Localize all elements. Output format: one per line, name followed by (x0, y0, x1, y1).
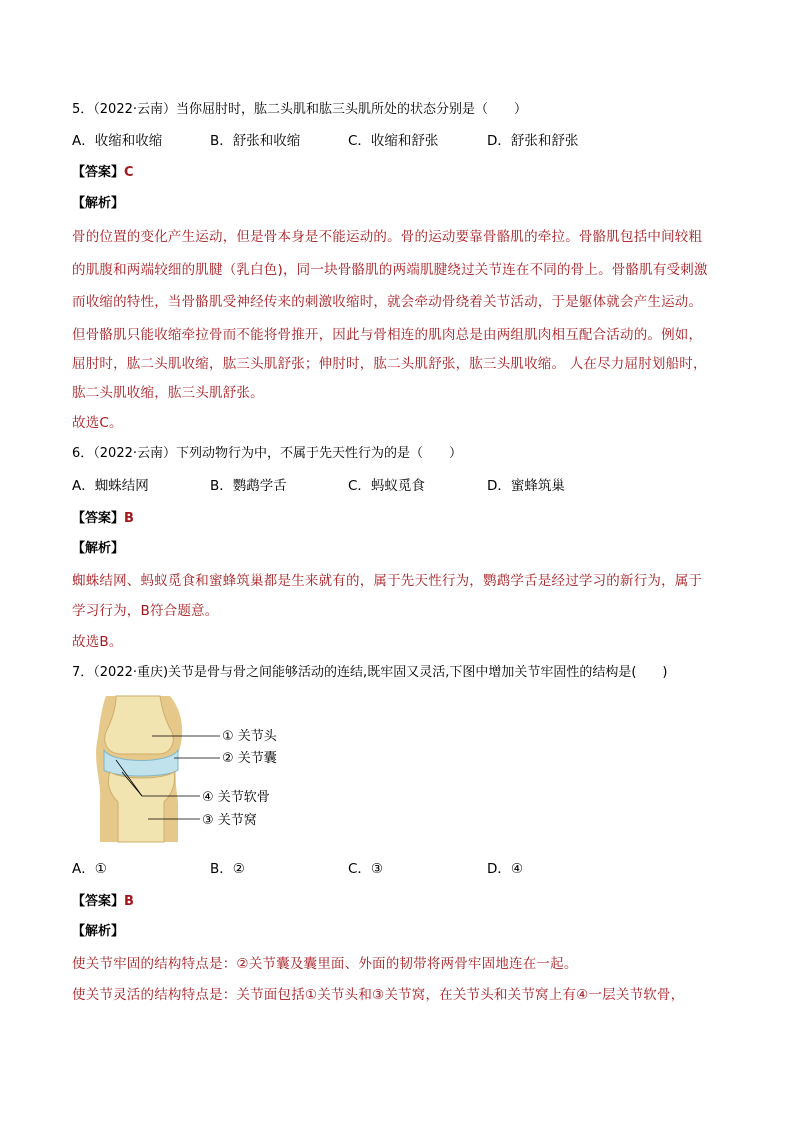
q5-option-a: A．收缩和收缩 (72, 133, 163, 149)
q5-analysis-tag: 【解析】 (72, 196, 125, 211)
answer-value: B (124, 894, 134, 909)
label-joint-socket: ③ 关节窝 (202, 813, 257, 828)
q5-analysis-line: 骨的位置的变化产生运动，但是骨本身是不能运动的。骨的运动要靠骨骼肌的牵拉。骨骼肌包括中间较粗 (72, 229, 703, 245)
q7-answer (72, 892, 134, 911)
q5-analysis-line: 但骨骼肌只能收缩牵拉骨而不能将骨推开，因此与骨相连的肌肉总是由两组肌肉相互配合活动的。例如， (72, 327, 703, 343)
answer-value: C (124, 165, 134, 180)
answer-value: B (124, 511, 134, 526)
q5-analysis-line: 而收缩的特性，当骨骼肌受神经传来的刺激收缩时，就会牵动骨绕着关节活动，于是躯体就会产生运动。 (72, 294, 703, 310)
q5-analysis-line: 屈肘时，肱二头肌收缩，肱三头肌舒张；伸肘时，肱二头肌舒张，肱三头肌收缩。 人在尽力屈肘划船时， (72, 356, 707, 372)
q6-analysis-line: 学习行为，B符合题意。 (72, 603, 219, 619)
label-joint-capsule: ② 关节囊 (222, 751, 277, 766)
text-segment: 关节囊及囊里面、外面的韧带将两骨牢固地连在一起。 (248, 956, 578, 972)
q6-analysis-line: 蜘蛛结网、蚂蚁觅食和蜜蜂筑巢都是生来就有的，属于先天性行为，鹦鹉学舌是经过学习的新行为，属于 (72, 573, 703, 589)
q6-option-a: A．蜘蛛结网 (72, 478, 149, 494)
q7-analysis-line-1 (72, 955, 578, 973)
joint-diagram (92, 692, 292, 844)
answer-tag: 【答案】 (72, 511, 125, 526)
q7-option-b: B．② (210, 861, 245, 877)
q6-option-b: B．鹦鹉学舌 (210, 478, 287, 494)
q5-answer (72, 163, 134, 182)
q5-option-b: B．舒张和收缩 (210, 133, 301, 149)
circled-number: ④ (576, 987, 589, 1003)
q5-analysis-line: 肱二头肌收缩，肱三头肌舒张。 (72, 385, 264, 401)
q6-stem: 6．（2022·云南）下列动物行为中，不属于先天性行为的是（ ） (72, 446, 462, 461)
q5-analysis-line: 的肌腹和两端较细的肌腱（乳白色)，同一块骨骼肌的两端肌腱绕过关节连在不同的骨上。骨骼肌有受刺激 (72, 262, 708, 278)
q6-option-d: D．蜜蜂筑巢 (487, 478, 565, 494)
circled-number: ① (304, 987, 318, 1003)
text-segment: 一层关节软骨， (588, 987, 685, 1003)
q5-option-c: C．收缩和舒张 (348, 133, 439, 149)
answer-tag: 【答案】 (72, 894, 125, 909)
q7-option-d: D．④ (487, 861, 523, 877)
q7-analysis-line-2 (72, 986, 684, 1004)
q6-option-c: C．蚂蚁觅食 (348, 478, 425, 494)
q7-option-c: C．③ (348, 861, 384, 877)
answer-tag: 【答案】 (72, 165, 125, 180)
q7-option-a: A．① (72, 861, 107, 877)
label-articular-cartilage: ④ 关节软骨 (202, 790, 270, 805)
q7-stem: 7．（2022·重庆)关节是骨与骨之间能够活动的连结,既牢固又灵活,下图中增加关节牢固性的结构是( ) (72, 665, 668, 680)
text-segment: 使关节牢固的结构特点是： (72, 956, 237, 972)
q6-conclusion: 故选B。 (72, 634, 123, 650)
q5-conclusion: 故选C。 (72, 415, 123, 431)
circled-number: ③ (372, 987, 385, 1003)
text-segment: 使关节灵活的结构特点是：关节面包括 (72, 987, 305, 1003)
text-segment: 关节头和 (317, 987, 373, 1003)
label-joint-head: ① 关节头 (222, 729, 277, 744)
q5-stem: 5．（2022·云南）当你屈肘时，肱二头肌和肱三头肌所处的状态分别是（ ） (72, 102, 527, 117)
q5-option-d: D．舒张和舒张 (487, 133, 579, 149)
circled-number: ② (236, 956, 249, 972)
text-segment: 关节窝，在关节头和关节窝上有 (384, 987, 577, 1003)
q7-analysis-tag: 【解析】 (72, 924, 125, 939)
q6-answer (72, 509, 134, 528)
q6-analysis-tag: 【解析】 (72, 541, 125, 556)
